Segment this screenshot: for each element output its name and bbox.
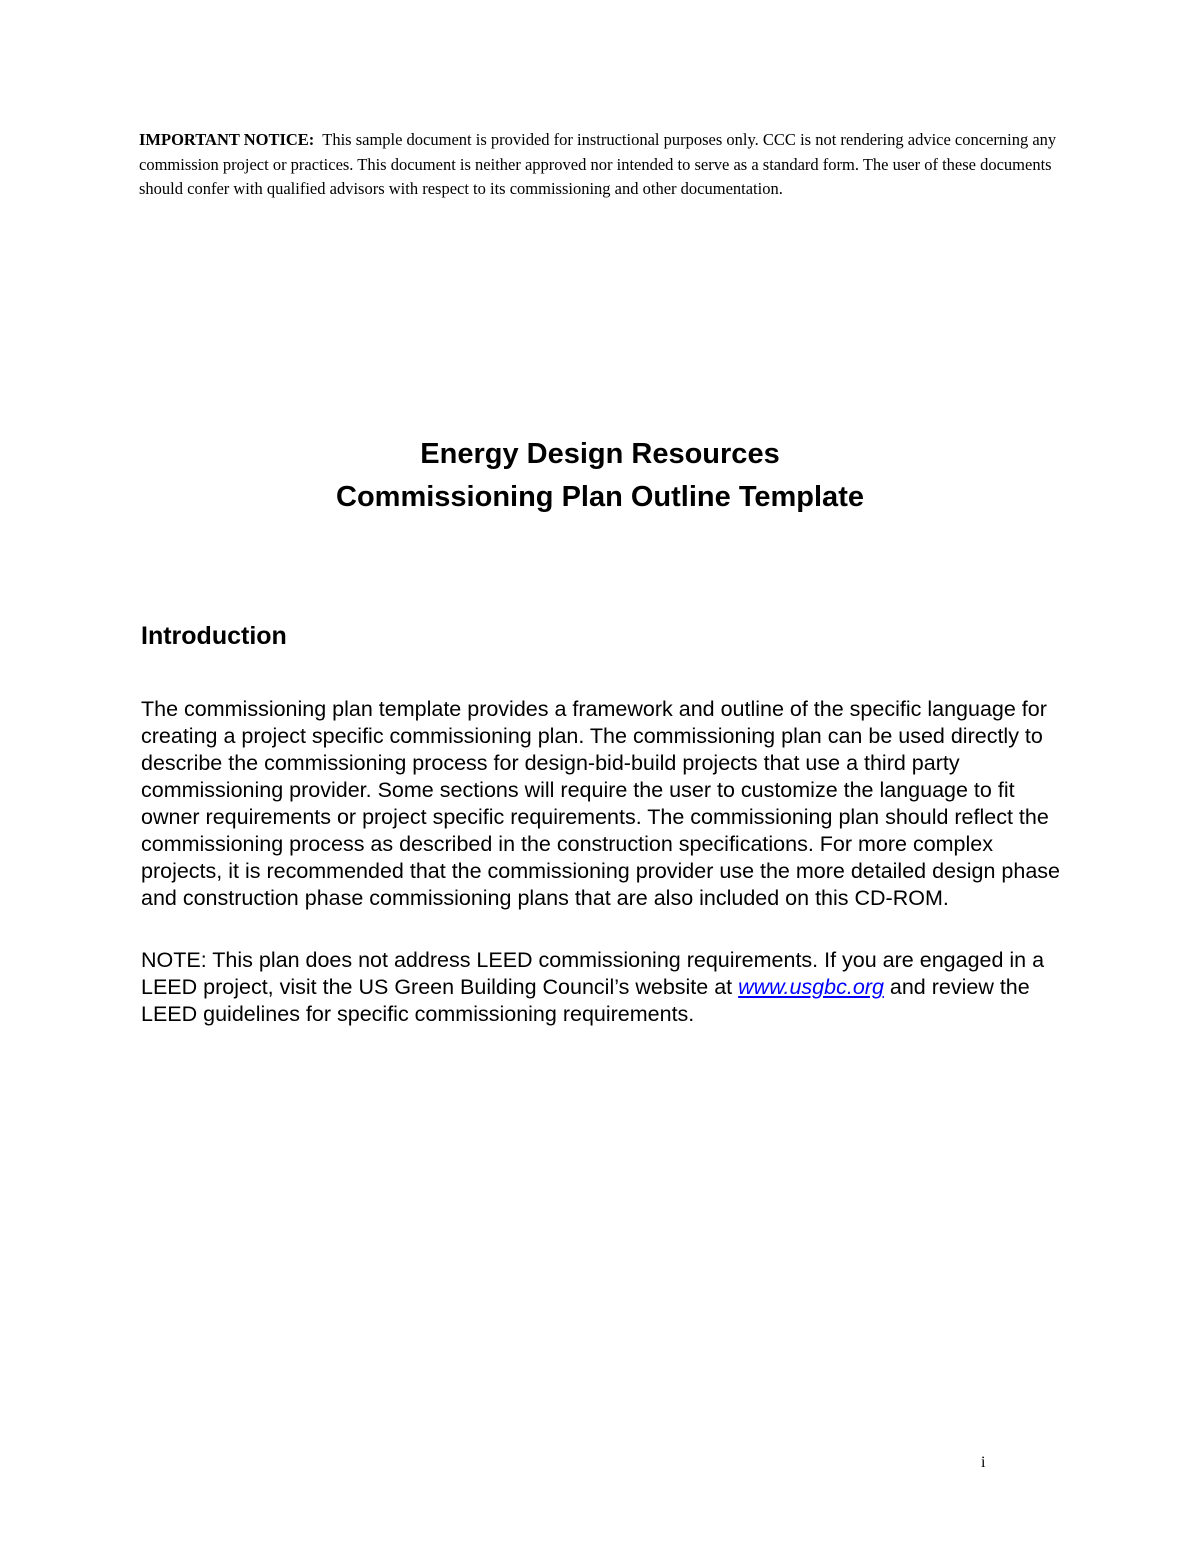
note-text-before-link: NOTE: This plan does not address LEED commissioning requirements. If you are engaged in a LEED project, visit the US Green Building Council’s website at [141,948,1045,999]
section-heading-introduction: Introduction [141,622,287,650]
note-text-after-link: and review the LEED guidelines for specific commissioning requirements. [141,975,1030,1026]
title-line-2: Commissioning Plan Outline Template [336,481,864,513]
document-title [0,433,1200,519]
leed-note-paragraph [141,947,1071,1028]
usgbc-link[interactable]: www.usgbc.org [738,975,884,999]
notice-text: This sample document is provided for instructional purposes only. CCC is not rendering advice concerning any commission project or practices. This document is neither approved nor intended to serve as a standard form. The user of these documents should confer with qualified advisors with respect to its commissioning and other documentation. [139,130,1057,198]
important-notice [139,128,1059,202]
introduction-paragraph: The commissioning plan template provides a framework and outline of the specific language for creating a project specific commissioning plan. The commissioning plan can be used directly to describe the commissioning process for design-bid-build projects that use a third party commissioning provider. Some sections will require the user to customize the language to fit owner requirements or project specific requirements. The commissioning plan should reflect the commissioning process as described in the construction specifications. For more complex projects, it is recommended that the commissioning provider use the more detailed design phase and construction phase commissioning plans that are also included on this CD-ROM. [141,697,1061,910]
notice-label: IMPORTANT NOTICE: [139,130,315,149]
title-line-1: Energy Design Resources [420,438,780,470]
page-number: i [981,1454,986,1471]
